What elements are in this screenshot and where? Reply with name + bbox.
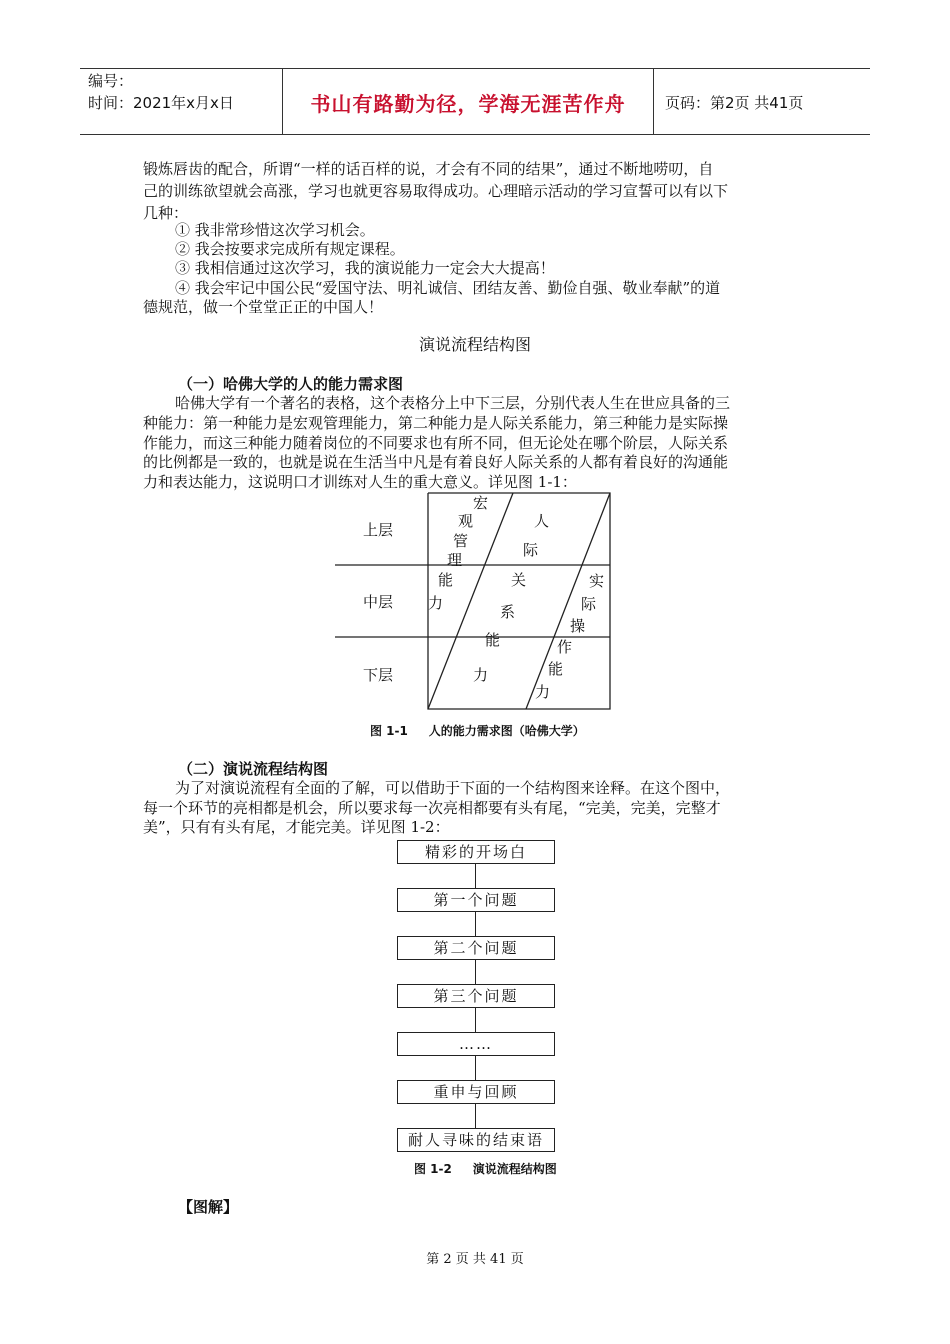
flow-step: 第一个问题 (397, 888, 555, 912)
flow-step: 精彩的开场白 (397, 840, 555, 864)
macro-char: 观 (458, 512, 474, 530)
flow-connector (475, 1008, 476, 1032)
part2-line: 美”，只有有头有尾，才能完美。详见图 1-2： (143, 818, 450, 836)
operation-char: 能 (548, 660, 564, 678)
operation-char: 实 (589, 572, 605, 590)
section-title: 演说流程结构图 (418, 335, 531, 354)
part1-line: 作能力，而这三种能力随着岗位的不同要求也有所不同，但无论处在哪个阶层，人际关系 (143, 434, 729, 452)
flow-step: 重申与回顾 (397, 1080, 555, 1104)
flow-connector (475, 864, 476, 888)
part1-line: 种能力：第一种能力是宏观管理能力，第二种能力是人际关系能力，第三种能力是实际操 (143, 414, 729, 432)
macro-char: 力 (428, 594, 444, 612)
part1-heading: （一）哈佛大学的人的能力需求图 (178, 375, 404, 393)
part2-heading: （二）演说流程结构图 (178, 760, 329, 778)
macro-char: 管 (453, 532, 469, 550)
part1-line: 力和表达能力，这说明口才训练对人生的重大意义。详见图 1-1： (143, 473, 577, 491)
flow-step: 耐人寻味的结束语 (397, 1128, 555, 1152)
header-bottom-rule (80, 134, 870, 135)
flow-connector (475, 1056, 476, 1080)
interpersonal-char: 际 (523, 541, 539, 559)
part2-line: 每一个环节的亮相都是机会，所以要求每一次亮相都要有头有尾，“完美，完美，完整才 (143, 799, 721, 817)
oath-item: ② 我会按要求完成所有规定课程。 (175, 240, 405, 258)
oath-item: ③ 我相信通过这次学习，我的演说能力一定会大大提高！ (175, 259, 555, 277)
operation-char: 作 (557, 638, 573, 656)
doc-time-label: 时间：2021年x月x日 (88, 94, 234, 112)
interpersonal-char: 人 (534, 512, 550, 530)
flow-connector (475, 912, 476, 936)
operation-char: 际 (581, 595, 597, 613)
header-page-number: 页码：第2页 共41页 (665, 94, 804, 112)
doc-number-label: 编号： (88, 72, 134, 90)
row-label-middle: 中层 (363, 593, 394, 611)
intro-line: 锻炼唇齿的配合，所谓“一样的话百样的说，才会有不同的结果”，通过不断地唠叨，自 (143, 160, 714, 178)
oath-item: ④ 我会牢记中国公民“爱国守法、明礼诚信、团结友善、勤俭自强、敬业奉献”的道 (175, 279, 721, 297)
figure-2-caption: 图 1-2 演说流程结构图 (414, 1162, 557, 1176)
macro-char: 能 (438, 571, 454, 589)
interpersonal-char: 关 (511, 571, 527, 589)
page-footer: 第 2 页 共 41 页 (426, 1252, 524, 1267)
interpersonal-char: 能 (485, 631, 501, 649)
header-meta (88, 70, 234, 114)
oath-item-continuation: 德规范，做一个堂堂正正的中国人！ (143, 298, 384, 316)
header-top-rule (80, 68, 870, 69)
operation-char: 操 (570, 617, 586, 635)
macro-char: 理 (447, 551, 463, 569)
figure-1-caption: 图 1-1 人的能力需求图（哈佛大学） (370, 724, 585, 738)
flow-step: 第二个问题 (397, 936, 555, 960)
flow-step: 第三个问题 (397, 984, 555, 1008)
flow-step: …… (397, 1032, 555, 1056)
interpersonal-char: 系 (500, 603, 516, 621)
part2-line: 为了对演说流程有全面的了解，可以借助于下面的一个结构图来诠释。在这个图中， (175, 779, 731, 797)
flow-connector (475, 1104, 476, 1128)
part1-line: 的比例都是一致的，也就是说在生活当中凡是有着良好人际关系的人都有着良好的沟通能 (143, 453, 729, 471)
row-label-lower: 下层 (363, 666, 394, 684)
intro-line: 几种： (143, 204, 189, 222)
diagram-note: 【图解】 (178, 1198, 239, 1216)
part1-line: 哈佛大学有一个著名的表格，这个表格分上中下三层，分别代表人生在世应具备的三 (175, 394, 731, 412)
flow-connector (475, 960, 476, 984)
ability-diagram (330, 490, 620, 715)
macro-char: 宏 (473, 494, 489, 512)
row-label-upper: 上层 (363, 521, 394, 539)
operation-char: 力 (535, 683, 551, 701)
interpersonal-char: 力 (473, 666, 489, 684)
intro-line: 己的训练欲望就会高涨，学习也就更容易取得成功。心理暗示活动的学习宣誓可以有以下 (143, 182, 729, 200)
oath-item: ① 我非常珍惜这次学习机会。 (175, 221, 375, 239)
header-motto: 书山有路勤为径，学海无涯苦作舟 (310, 92, 626, 116)
